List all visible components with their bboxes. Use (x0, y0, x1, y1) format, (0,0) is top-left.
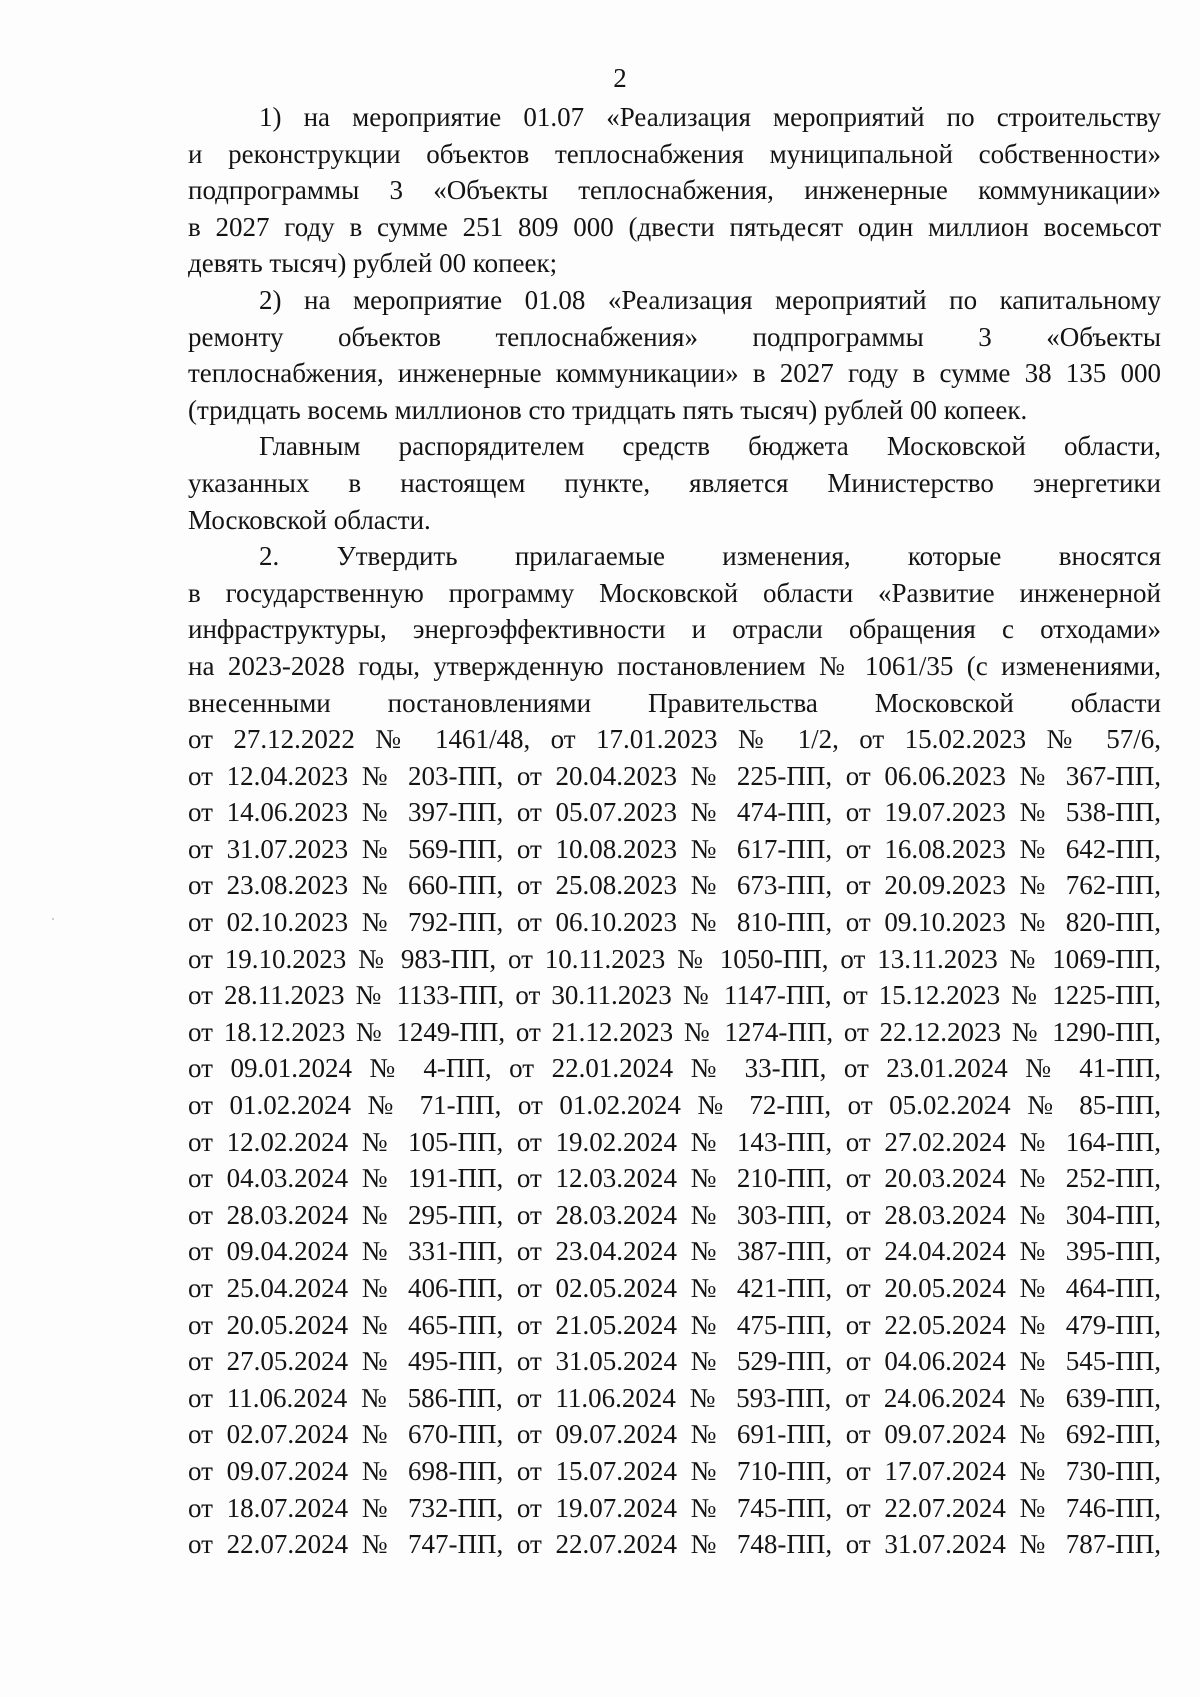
amendment-line: от 01.02.2024 № 71-ПП, от 01.02.2024 № 72-ПП, от 05.02.2024 № 85-ПП, (188, 1090, 1161, 1121)
paragraph-chief-administrator (188, 428, 1161, 538)
amendment-line: от 18.12.2023 № 1249-ПП, от 21.12.2023 № 1274-ПП, от 22.12.2023 № 1290-ПП, (188, 1016, 1161, 1047)
paragraph-item-1 (188, 99, 1161, 282)
amendment-line: от 02.07.2024 № 670-ПП, от 09.07.2024 № 691-ПП, от 09.07.2024 № 692-ПП, (188, 1419, 1161, 1450)
amendment-line: от 19.10.2023 № 983-ПП, от 10.11.2023 № 1050-ПП, от 13.11.2023 № 1069-ПП, (188, 943, 1161, 974)
amendment-line: от 18.07.2024 № 732-ПП, от 19.07.2024 № 745-ПП, от 22.07.2024 № 746-ПП, (188, 1492, 1161, 1523)
amendment-line: от 28.11.2023 № 1133-ПП, от 30.11.2023 № 1147-ПП, от 15.12.2023 № 1225-ПП, (188, 980, 1161, 1011)
amendment-line: от 22.07.2024 № 747-ПП, от 22.07.2024 № 748-ПП, от 31.07.2024 № 787-ПП, (188, 1529, 1161, 1560)
paragraph-line: инфраструктуры, энергоэффективности и отрасли обращения с отходами» (188, 614, 1161, 645)
amendment-line: от 11.06.2024 № 586-ПП, от 11.06.2024 № 593-ПП, от 24.06.2024 № 639-ПП, (188, 1382, 1161, 1413)
paragraph-line: указанных в настоящем пункте, является Министерство энергетики (188, 467, 1161, 498)
amendment-line: от 04.03.2024 № 191-ПП, от 12.03.2024 № 210-ПП, от 20.03.2024 № 252-ПП, (188, 1163, 1161, 1194)
amendment-line: от 12.04.2023 № 203-ПП, от 20.04.2023 № 225-ПП, от 06.06.2023 № 367-ПП, (188, 760, 1161, 791)
amendment-line: от 23.08.2023 № 660-ПП, от 25.08.2023 № 673-ПП, от 20.09.2023 № 762-ПП, (188, 870, 1161, 901)
amendment-line: от 02.10.2023 № 792-ПП, от 06.10.2023 № 810-ПП, от 09.10.2023 № 820-ПП, (188, 907, 1161, 938)
amendment-line: от 09.07.2024 № 698-ПП, от 15.07.2024 № 710-ПП, от 17.07.2024 № 730-ПП, (188, 1455, 1161, 1486)
amendments-list (188, 721, 1161, 1563)
paragraph-line: 2. Утвердить прилагаемые изменения, которые вносятся (259, 541, 1161, 572)
amendment-line: от 25.04.2024 № 406-ПП, от 02.05.2024 № 421-ПП, от 20.05.2024 № 464-ПП, (188, 1273, 1161, 1303)
amendment-line: от 20.05.2024 № 465-ПП, от 21.05.2024 № 475-ПП, от 22.05.2024 № 479-ПП, (188, 1309, 1161, 1340)
amendment-line: от 14.06.2023 № 397-ПП, от 05.07.2023 № 474-ПП, от 19.07.2023 № 538-ПП, (188, 797, 1161, 828)
paragraph-line: в государственную программу Московской области «Развитие инженерной (188, 577, 1161, 608)
scan-speck (52, 918, 54, 920)
paragraph-line: Главным распорядителем средств бюджета Московской области, (259, 431, 1161, 462)
amendment-line: от 27.05.2024 № 495-ПП, от 31.05.2024 № 529-ПП, от 04.06.2024 № 545-ПП, (188, 1346, 1161, 1377)
paragraph-line: девять тысяч) рублей 00 копеек; (188, 248, 558, 279)
paragraph-line: ремонту объектов теплоснабжения» подпрограммы 3 «Объекты (188, 321, 1161, 352)
paragraph-line: теплоснабжения, инженерные коммуникации» в 2027 году в сумме 38 135 000 (188, 358, 1161, 389)
paragraph-line: и реконструкции объектов теплоснабжения муниципальной собственности» (188, 138, 1161, 169)
document-body (188, 99, 1161, 1563)
page-number: 2 (613, 63, 627, 93)
paragraph-line: Московской области. (188, 504, 431, 535)
paragraph-line: (тридцать восемь миллионов сто тридцать пять тысяч) рублей 00 копеек. (188, 394, 1028, 425)
paragraph-line: 1) на мероприятие 01.07 «Реализация мероприятий по строительству (259, 102, 1161, 132)
paragraph-line: в 2027 году в сумме 251 809 000 (двести пятьдесят один миллион восемьсот (188, 211, 1161, 242)
amendment-line: от 31.07.2023 № 569-ПП, от 10.08.2023 № 617-ПП, от 16.08.2023 № 642-ПП, (188, 833, 1161, 864)
paragraph-clause-2 (188, 538, 1161, 721)
paragraph-item-2 (188, 282, 1161, 428)
paragraph-line: внесенными постановлениями Правительства Московской области (188, 687, 1161, 718)
amendment-line: от 12.02.2024 № 105-ПП, от 19.02.2024 № 143-ПП, от 27.02.2024 № 164-ПП, (188, 1126, 1161, 1157)
paragraph-line: на 2023-2028 годы, утвержденную постановлением № 1061/35 (с изменениями, (188, 650, 1161, 681)
amendment-line: от 27.12.2022 № 1461/48, от 17.01.2023 № 1/2, от 15.02.2023 № 57/6, (188, 724, 1161, 755)
amendment-line: от 28.03.2024 № 295-ПП, от 28.03.2024 № 303-ПП, от 28.03.2024 № 304-ПП, (188, 1199, 1161, 1230)
paragraph-line: подпрограммы 3 «Объекты теплоснабжения, инженерные коммуникации» (188, 175, 1161, 206)
paragraph-line: 2) на мероприятие 01.08 «Реализация мероприятий по капитальному (259, 284, 1161, 315)
amendment-line: от 09.01.2024 № 4-ПП, от 22.01.2024 № 33-ПП, от 23.01.2024 № 41-ПП, (188, 1053, 1161, 1084)
amendment-line: от 09.04.2024 № 331-ПП, от 23.04.2024 № 387-ПП, от 24.04.2024 № 395-ПП, (188, 1236, 1161, 1267)
